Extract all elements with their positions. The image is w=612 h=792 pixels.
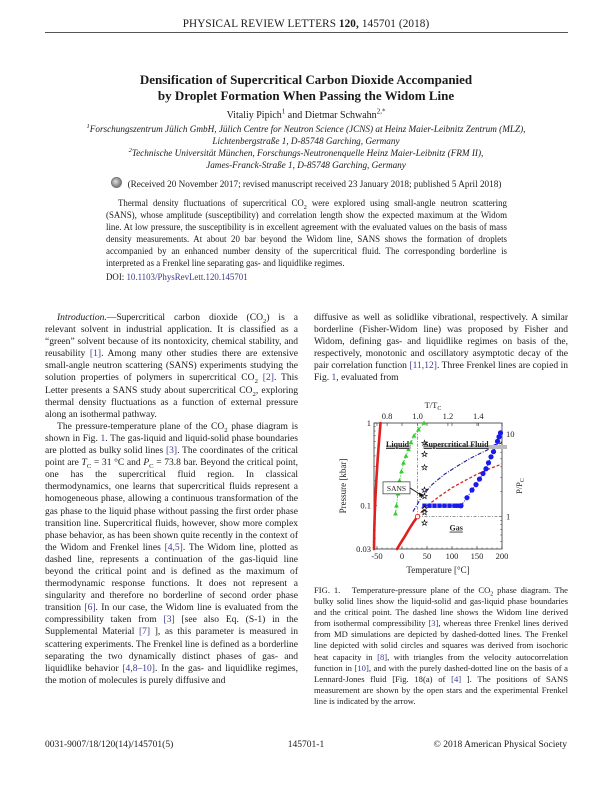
authors <box>0 107 612 121</box>
phase-diagram-chart <box>320 398 550 578</box>
y-axis-label: Pressure [kbar] <box>338 458 348 514</box>
text: . The gas-liquid and liquid-solid phase boundaries are plotted as bulky solid lines <box>45 432 298 457</box>
text: . The coordinates of the critical point are <box>45 445 298 469</box>
circle-marker <box>480 471 485 476</box>
text: . Among many other studies there are extensive small-angle neutron scattering (SANS) experiments studying the solution properties of polymers in supercritical CO <box>45 348 299 384</box>
text: ]. The positions of SANS measurement are shown by the open stars and the experimental Frenkel line is indicated by the arrow. <box>314 673 568 706</box>
article-number-year: 145701 (2018) <box>361 18 430 30</box>
affiliation-2-line-2: James-Franck-Straße 1, D-85748 Garching, Germany <box>206 160 406 170</box>
right-tick-label: 10 <box>506 428 515 439</box>
top-axis-label-sub: C <box>437 406 442 412</box>
text: , evaluated from <box>336 372 399 384</box>
circle-marker <box>488 454 493 459</box>
journal-name: PHYSICAL REVIEW LETTERS <box>182 18 337 30</box>
square-marker <box>427 504 431 508</box>
abstract-text-cont: were explored using small-angle neutron scattering (SANS), whose amplitude (susceptibility) and correlation length show the expected maximum at the Widom line. At low pressure, the susceptibility is in excellent agreement with the evaluated values on the basis of mass density measurements. At about 20 bar beyond the Widom line, SANS shows the formation of droplets accompanied by an enhanced number density of the supercritical fluid. The corresponding borderline is interpreted as a Frenkel line separating gas- and liquidlike regimes. <box>106 198 507 268</box>
running-head <box>0 18 612 30</box>
top-tick-label: 1.0 <box>412 411 423 421</box>
x-tick-label: 100 <box>445 551 459 561</box>
top-tick-label: 0.8 <box>381 411 393 421</box>
triangle-marker <box>404 453 409 457</box>
triangle-marker <box>399 469 404 473</box>
text: diffusive as well as solidlike vibrational, respectively. A similar borderline (Fisher-Widom line) was proposed by Fisher and Widom, defining gas- and liquidlike regimes on basis of the, respectively, monotonic and oscillatory asymptotic decay of the pair correlation function <box>314 312 568 372</box>
top-tick-label: 1.4 <box>473 411 484 421</box>
author-2-affil: 2,* <box>376 107 386 116</box>
text: The pressure-temperature plane of the CO <box>57 420 225 432</box>
paragraph-introduction <box>45 312 298 421</box>
author-2[interactable]: Dietmar Schwahn <box>304 110 377 121</box>
text: ], as this parameter is measured in scattering experiments. The Frenkel line is defined as a borderline separating the two dynamically distinct phases of gas- and liquidlike behavior <box>45 626 298 674</box>
circle-marker <box>464 495 469 500</box>
paragraph-continued <box>314 312 568 385</box>
star-marker <box>422 493 428 498</box>
subscript: 2 <box>303 203 307 211</box>
text: —Supercritical carbon dioxide (CO <box>106 312 263 323</box>
star-marker <box>422 465 428 470</box>
series-gas-liquid-boundary <box>397 517 418 549</box>
received-dates <box>0 177 612 189</box>
text: , and with the purely dashed-dotted line on the basis of a Lennard-Jones fluid [Fig. 18(a) of <box>314 662 568 684</box>
math-symbol: T <box>81 457 87 469</box>
footer-page-number: 145701-1 <box>287 740 325 750</box>
text: . In the gas- and liquidlike regimes, the motion of molecules is purely diffusive and <box>45 662 298 686</box>
citation-link[interactable]: [11,12] <box>409 360 437 372</box>
y-tick-label: 1 <box>366 418 371 428</box>
text: = 31 °C and <box>91 457 144 469</box>
x-tick-label: 200 <box>495 551 509 561</box>
circle-marker <box>483 466 488 471</box>
y-tick-label: 0.03 <box>356 544 371 554</box>
circle-marker <box>469 487 474 492</box>
affiliation-1 <box>0 123 612 147</box>
citation-link[interactable]: [6] <box>84 602 96 614</box>
subscript: C <box>86 463 92 471</box>
series-widom-line <box>418 464 503 517</box>
text: , exploring thermal density fluctuations as a function of external pressure along an isothermal pathway. <box>45 384 298 420</box>
citation-link[interactable]: [3] <box>163 614 175 626</box>
received-text: (Received 20 November 2017; revised manuscript received 23 January 2018; published 5 April 2018) <box>127 179 502 189</box>
header-rule <box>45 32 568 33</box>
text: Temperature-pressure plane of the CO <box>340 585 491 595</box>
citation-link[interactable]: [4,8–10] <box>122 662 155 674</box>
text: ) is a relevant solvent in industrial application. It is classified as a “green” solvent because of its nontoxicity, chemical stability, and reusability <box>45 312 298 360</box>
subscript: 2 <box>252 390 256 398</box>
title-line-1: Densification of Supercritical Carbon Dioxide Accompanied <box>139 72 473 87</box>
triangle-marker <box>393 511 398 515</box>
math-symbol: P <box>143 457 150 469</box>
text: phase diagram is shown in Fig. <box>45 420 298 444</box>
circle-marker <box>495 439 500 444</box>
region-label-liquid: Liquid <box>386 440 410 449</box>
right-axis-label: $P/P_C$ <box>514 478 526 494</box>
star-marker <box>422 520 428 525</box>
section-lead: Introduction. <box>57 312 107 323</box>
top-tick-label: 1.2 <box>442 411 454 421</box>
text: , whereas three Frenkel lines derived from MD simulations are depicted by dashed-dotted lines. The Frenkel line depicted with solid circles and squares was derived from isochoric heat capacity in <box>314 618 569 662</box>
footer-copyright: © 2018 American Physical Society <box>433 740 567 750</box>
top-axis-label: $T/T_C$ <box>424 400 442 412</box>
footer-identifier: 0031-9007/18/120(14)/145701(5) <box>45 740 174 750</box>
paper-title <box>0 72 612 104</box>
x-axis-label: Temperature [°C] <box>406 565 470 575</box>
citation-link[interactable]: [1] <box>89 348 102 360</box>
star-marker <box>422 510 428 515</box>
text: [see also Eq. (S-1) in the Supplemental Material <box>45 614 298 638</box>
region-label-gas: Gas <box>449 523 463 533</box>
caption-label: FIG. 1. <box>314 585 341 595</box>
circle-marker <box>477 476 482 481</box>
triangle-marker <box>422 420 427 424</box>
series-frenkel-line-lennard-jones <box>413 443 502 512</box>
body-right-column <box>314 312 568 385</box>
y-tick-label: 0.1 <box>360 500 371 511</box>
series-liquid-solid-boundary <box>374 423 381 549</box>
citation-link[interactable]: [4] <box>451 673 462 684</box>
subscript: 2 <box>224 426 228 434</box>
citation-link[interactable]: [2] <box>262 372 274 384</box>
affiliation-1-line-2: Lichtenbergstraße 1, D-85748 Garching, Germany <box>212 136 400 146</box>
abstract-text: Thermal density fluctuations of supercritical CO <box>118 198 304 208</box>
text: phase diagram. The bulky solid lines show the liquid-solid and gas-liquid phase boundaries and the critical point. The dashed line shows the Widom line derived from isothermal compressibility <box>314 585 568 629</box>
figure-link[interactable]: 1 <box>331 372 337 384</box>
citation-link[interactable]: [4,5] <box>164 541 183 553</box>
x-tick-label: 0 <box>399 551 405 561</box>
affiliation-1-line-1: Forschungszentrum Jülich GmbH, Jülich Centre for Neutron Science (JCNS) at Heinz Maier-Leibnitz Zentrum (MLZ), <box>89 124 526 134</box>
circle-marker <box>486 460 491 465</box>
citation-link[interactable]: [7] <box>138 626 151 638</box>
citation-link[interactable]: [3] <box>428 618 439 629</box>
author-1[interactable]: Vitaliy Pipich <box>226 110 282 121</box>
citation-link[interactable]: [8] <box>377 651 388 662</box>
paragraph-phase-diagram <box>45 421 298 687</box>
affiliation-2 <box>0 147 612 171</box>
doi <box>106 272 248 282</box>
crossmark-icon[interactable] <box>111 177 122 188</box>
x-tick-label: -50 <box>371 551 383 561</box>
text: . This Letter presents a SANS study about supercritical CO <box>45 372 299 396</box>
figure-link[interactable]: 1 <box>100 432 106 444</box>
subscript: C <box>149 463 154 471</box>
circle-marker <box>498 430 503 435</box>
circle-marker <box>473 482 478 487</box>
sans-label: SANS <box>386 483 407 493</box>
figure-caption <box>314 585 568 707</box>
citation-link[interactable]: [3] <box>165 445 178 457</box>
x-tick-label: 150 <box>470 551 484 561</box>
text: , with triangles from the velocity autocorrelation function in <box>314 651 569 673</box>
right-tick-label: 1 <box>506 511 511 522</box>
triangle-marker <box>401 460 406 464</box>
author-1-affil: 1 <box>281 107 286 116</box>
affiliation-2-number: 2 <box>128 146 132 154</box>
x-tick-label: 50 <box>422 551 432 561</box>
text: . Three Frenkel lines are copied in Fig. <box>314 360 568 384</box>
body-left-column <box>45 312 298 687</box>
citation-link[interactable]: [10] <box>354 662 369 673</box>
affiliation-1-number: 1 <box>86 122 90 130</box>
square-marker <box>432 504 436 508</box>
abstract <box>106 197 507 269</box>
critical-point <box>415 514 419 518</box>
text: = 73.8 bar. Beyond the critical point, one has the supercritical fluid region. In classical thermodynamics, one learns that supercritical fluids represent a homogeneous phase, allowing a continuous transformation of the gas phase to the liquid phase without passing the first order phase transition line. Supercritical fluids, however, show more complex phase behavior, as has been shown quite recently in the context of the Widom and Frenkel lines <box>45 457 298 553</box>
text: . The Widom line, plotted as dashed line, represents a continuation of the gas-liquid line beyond the critical point and is defined as the maximum of thermodynamic response functions. It does not represent a singularity and therefore no borderline of second order phase transition <box>45 541 298 614</box>
figure-1 <box>320 398 550 578</box>
triangle-marker <box>394 503 399 507</box>
doi-link[interactable]: 10.1103/PhysRevLett.120.145701 <box>126 272 248 282</box>
square-marker <box>437 504 441 508</box>
square-marker <box>442 504 446 508</box>
star-marker <box>422 451 428 456</box>
circle-marker <box>491 449 496 454</box>
series-frenkel-line-velocity-autocorrelation-triangles-line <box>396 423 425 514</box>
title-line-2: by Droplet Formation When Passing the Widom Line <box>157 88 455 103</box>
text: . In our case, the Widom line is evaluated from the compressibility taken from <box>45 602 298 626</box>
region-label-supercritical: Supercritical Fluid <box>424 440 489 449</box>
affiliation-2-line-1: Technische Universität München, Forschungs-Neutronenquelle Heinz Maier-Leibnitz (FRM II), <box>131 148 484 158</box>
right-axis-label-sub: C <box>520 478 526 483</box>
subscript: 2 <box>254 378 258 386</box>
triangle-marker <box>409 440 414 444</box>
subscript: 2 <box>490 591 494 598</box>
volume: 120, <box>338 18 359 30</box>
circle-marker <box>458 503 463 508</box>
subscript: 2 <box>262 317 267 325</box>
author-conjunction: and <box>285 110 305 121</box>
square-marker <box>447 504 451 508</box>
doi-label: DOI: <box>106 272 127 282</box>
